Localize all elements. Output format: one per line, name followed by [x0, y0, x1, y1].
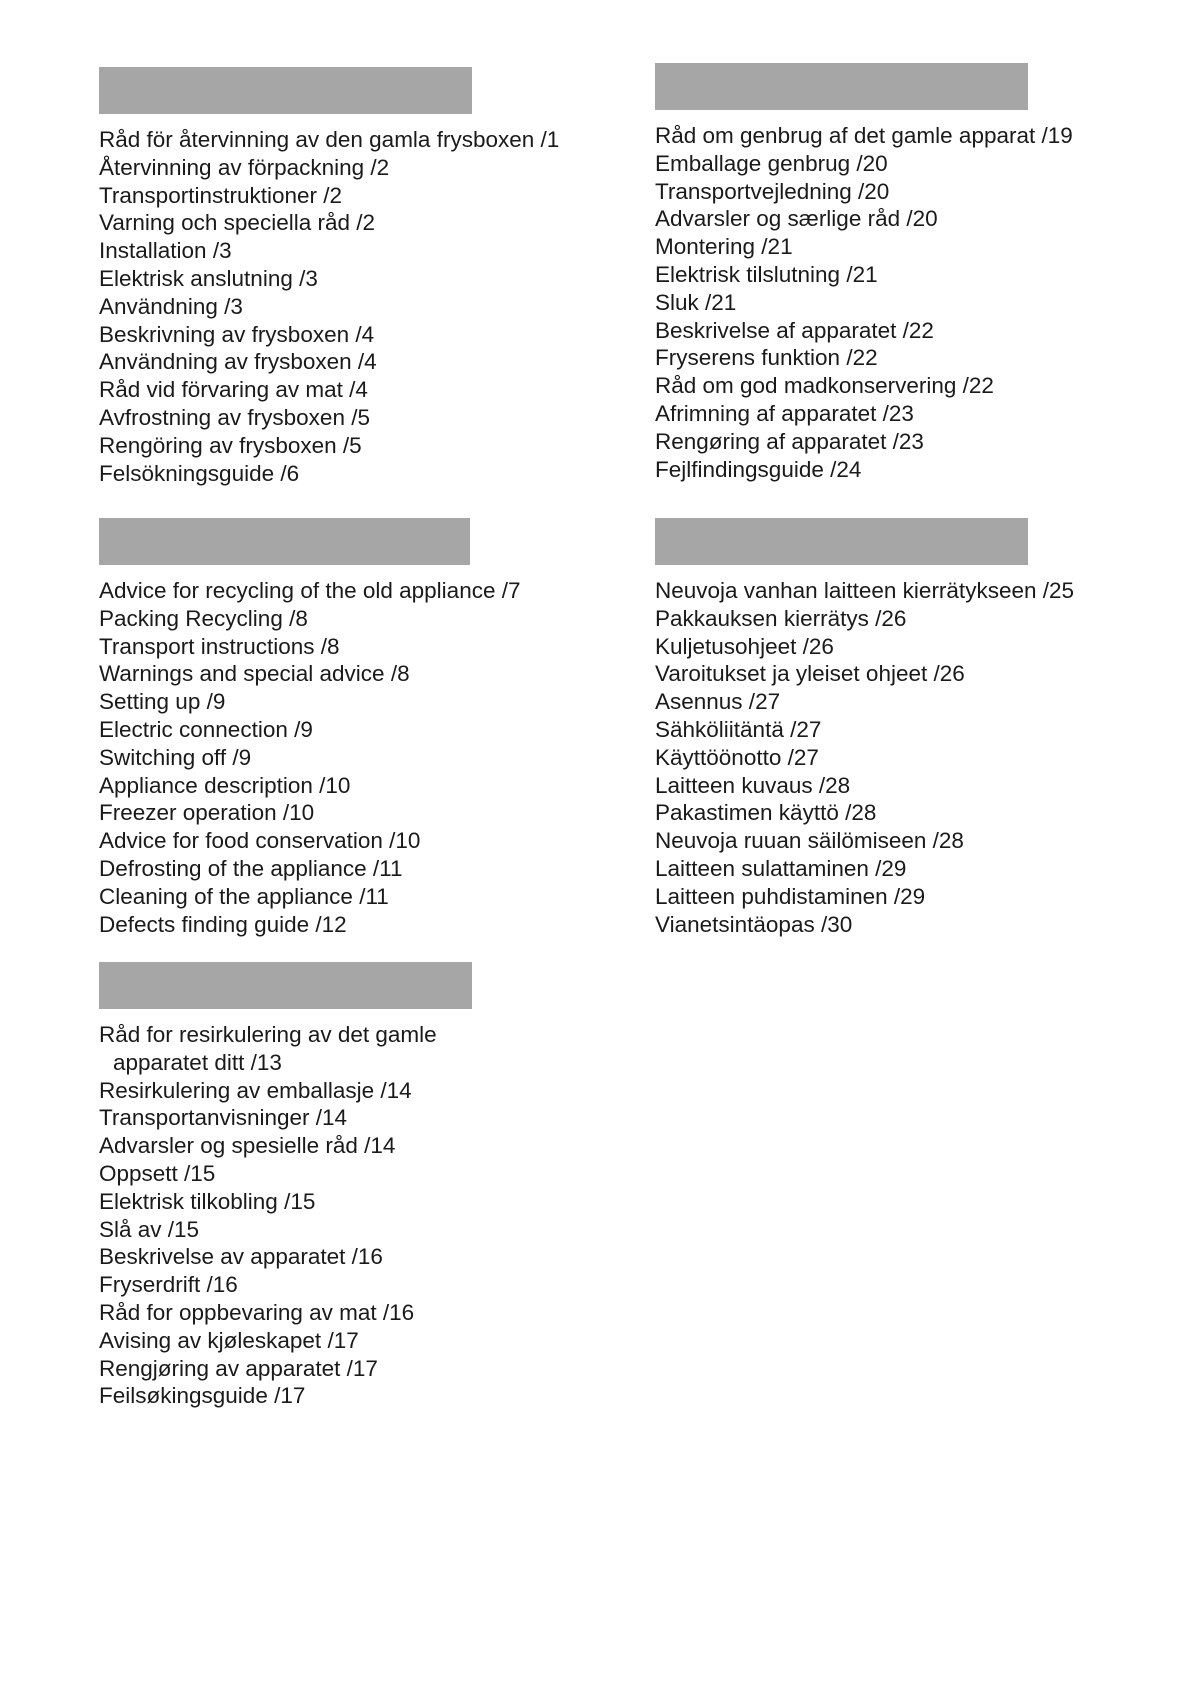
section-header-bar: [655, 63, 1028, 110]
toc-item[interactable]: Transport instructions /8: [99, 633, 340, 659]
toc-item[interactable]: Appliance description /10: [99, 772, 351, 798]
toc-item[interactable]: Advice for food conservation /10: [99, 828, 421, 854]
toc-list: [99, 577, 521, 938]
toc-item[interactable]: Switching off /9: [99, 744, 252, 770]
toc-item[interactable]: Freezer operation /10: [99, 800, 315, 826]
toc-list: [99, 1021, 472, 1410]
toc-item[interactable]: Användning /3: [99, 293, 243, 319]
toc-list: [655, 577, 1074, 938]
toc-item[interactable]: Elektrisk anslutning /3: [99, 265, 318, 291]
toc-item[interactable]: Warnings and special advice /8: [99, 661, 410, 687]
toc-item[interactable]: Beskrivning av frysboxen /4: [99, 321, 375, 347]
toc-item[interactable]: Afrimning af apparatet /23: [655, 400, 914, 426]
toc-item[interactable]: Käyttöönotto /27: [655, 744, 819, 770]
toc-item[interactable]: Råd vid förvaring av mat /4: [99, 377, 368, 403]
toc-item[interactable]: Varning och speciella råd /2: [99, 210, 375, 236]
toc-item[interactable]: Vianetsintäopas /30: [655, 911, 853, 937]
toc-item[interactable]: Sluk /21: [655, 289, 737, 315]
toc-item[interactable]: Råd om god madkonservering /22: [655, 373, 994, 399]
toc-section-norwegian: [99, 962, 472, 1410]
toc-item[interactable]: Transportvejledning /20: [655, 178, 890, 204]
toc-item[interactable]: Kuljetusohjeet /26: [655, 633, 834, 659]
toc-item[interactable]: Defrosting of the appliance /11: [99, 855, 403, 881]
toc-item[interactable]: Elektrisk tilslutning /21: [655, 261, 878, 287]
toc-item[interactable]: Feilsøkingsguide /17: [99, 1383, 306, 1409]
toc-item[interactable]: Återvinning av förpackning /2: [99, 154, 390, 180]
toc-item[interactable]: Sähköliitäntä /27: [655, 716, 822, 742]
toc-list: [99, 126, 559, 487]
toc-item[interactable]: Packing Recycling /8: [99, 605, 308, 631]
section-header-bar: [99, 518, 470, 565]
toc-item[interactable]: Laitteen sulattaminen /29: [655, 855, 907, 881]
toc-item[interactable]: Installation /3: [99, 238, 232, 264]
toc-section-finnish: [655, 518, 1074, 938]
toc-item[interactable]: Cleaning of the appliance /11: [99, 883, 389, 909]
toc-item[interactable]: Avising av kjøleskapet /17: [99, 1327, 359, 1353]
toc-section-swedish: [99, 67, 559, 487]
section-header-bar: [99, 962, 472, 1009]
toc-item[interactable]: Avfrostning av frysboxen /5: [99, 404, 370, 430]
toc-item[interactable]: Beskrivelse af apparatet /22: [655, 317, 934, 343]
toc-item[interactable]: Laitteen kuvaus /28: [655, 772, 851, 798]
toc-section-english: [99, 518, 521, 938]
toc-item[interactable]: Advarsler og spesielle råd /14: [99, 1133, 396, 1159]
toc-item[interactable]: Råd for resirkulering av det gamle: [99, 1022, 437, 1047]
toc-item[interactable]: Setting up /9: [99, 689, 226, 715]
toc-item[interactable]: Rengöring av frysboxen /5: [99, 432, 362, 458]
toc-item[interactable]: Neuvoja vanhan laitteen kierrätykseen /25: [655, 578, 1075, 603]
toc-item[interactable]: Pakkauksen kierrätys /26: [655, 605, 907, 631]
toc-item[interactable]: Fryserdrift /16: [99, 1272, 238, 1298]
toc-item[interactable]: Defects finding guide /12: [99, 911, 347, 937]
toc-item[interactable]: Advice for recycling of the old appliance /7: [99, 578, 521, 603]
toc-item[interactable]: Advarsler og særlige råd /20: [655, 206, 938, 232]
toc-item[interactable]: Laitteen puhdistaminen /29: [655, 883, 926, 909]
toc-item[interactable]: Transportanvisninger /14: [99, 1105, 348, 1131]
toc-item[interactable]: Electric connection /9: [99, 716, 313, 742]
toc-item[interactable]: Elektrisk tilkobling /15: [99, 1188, 316, 1214]
toc-item[interactable]: Råd för återvinning av den gamla frysboxen /1: [99, 127, 560, 152]
toc-item[interactable]: Oppsett /15: [99, 1160, 216, 1186]
section-header-bar: [99, 67, 472, 114]
toc-item[interactable]: Användning av frysboxen /4: [99, 349, 377, 375]
toc-item[interactable]: Rengøring af apparatet /23: [655, 428, 924, 454]
toc-item[interactable]: Rengjøring av apparatet /17: [99, 1355, 378, 1381]
toc-item[interactable]: Pakastimen käyttö /28: [655, 800, 877, 826]
toc-item-continuation-text: apparatet ditt /13: [113, 1049, 282, 1075]
toc-item[interactable]: Varoitukset ja yleiset ohjeet /26: [655, 661, 965, 687]
toc-item-continuation[interactable]: [99, 1049, 472, 1077]
toc-item[interactable]: Råd om genbrug af det gamle apparat /19: [655, 123, 1073, 148]
toc-item[interactable]: Resirkulering av emballasje /14: [99, 1077, 412, 1103]
toc-item[interactable]: Emballage genbrug /20: [655, 150, 888, 176]
toc-item[interactable]: Beskrivelse av apparatet /16: [99, 1244, 383, 1270]
toc-item[interactable]: Fryserens funktion /22: [655, 345, 878, 371]
toc-item[interactable]: Neuvoja ruuan säilömiseen /28: [655, 828, 964, 854]
toc-item[interactable]: Slå av /15: [99, 1216, 200, 1242]
toc-list: [655, 122, 1073, 483]
toc-item[interactable]: Transportinstruktioner /2: [99, 182, 343, 208]
toc-item[interactable]: Montering /21: [655, 234, 793, 260]
toc-item[interactable]: Asennus /27: [655, 689, 781, 715]
toc-item[interactable]: Råd for oppbevaring av mat /16: [99, 1299, 415, 1325]
section-header-bar: [655, 518, 1028, 565]
toc-item[interactable]: Fejlfindingsguide /24: [655, 456, 862, 482]
toc-section-danish: [655, 63, 1073, 483]
toc-item[interactable]: Felsökningsguide /6: [99, 460, 300, 486]
